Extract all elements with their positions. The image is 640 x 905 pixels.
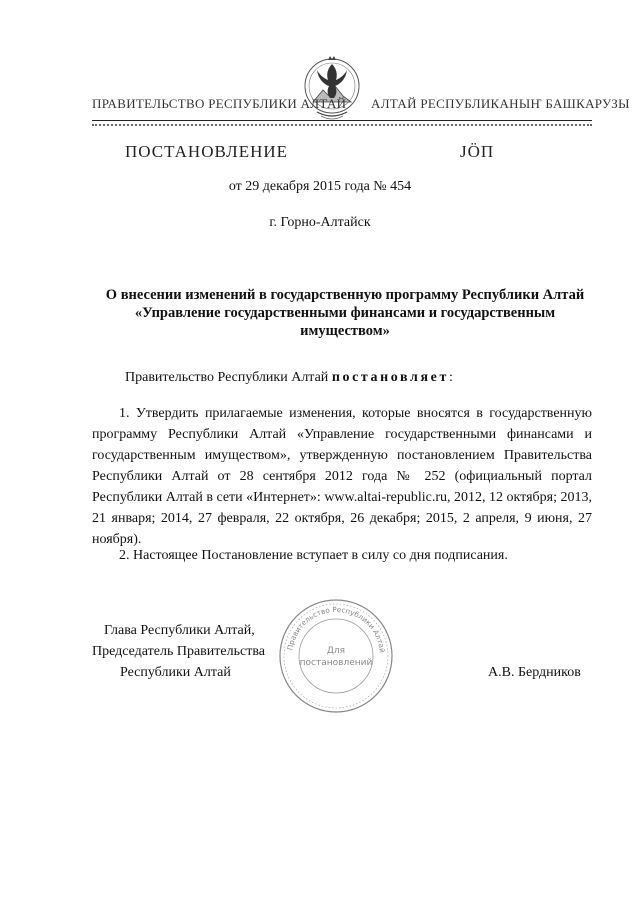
stamp-center-line-2: постановлений <box>299 658 373 668</box>
document-type-altai: ЈӦП <box>460 142 495 161</box>
stamp-ring-text: Правительство Республики Алтай <box>285 604 387 654</box>
document-type-ru: ПОСТАНОВЛЕНИЕ <box>125 142 289 161</box>
decree-word: постановляет <box>331 370 449 385</box>
intro-line <box>125 370 453 386</box>
city: г. Горно-Алтайск <box>269 215 371 230</box>
stamp-center-line-1: Для <box>326 646 346 656</box>
signature-title-line-2: Председатель Правительства <box>92 644 265 659</box>
intro-text: Правительство Республики Алтай <box>125 370 332 385</box>
signer-name: А.В. Бердников <box>488 665 581 680</box>
signature-title-line-1: Глава Республики Алтай, <box>104 623 255 638</box>
government-name-altai: АЛТАЙ РЕСПУБЛИКАНЫҤ БАШКАРУЗЫ <box>371 96 630 111</box>
header-rule <box>92 120 592 121</box>
official-stamp <box>277 597 395 715</box>
decree-item-1: 1. Утвердить прилагаемые изменения, которые вносятся в государственную программу Республики Алтай «Управление государственными финансами и государственным имуществом», утвержденную постановлением Правительства Республики Алтай от 28 сентября 2012 года № 252 (официальный портал Республики Алтай в сети «Интернет»: www.altai-republic.ru, 2012, 12 октября; 2013, 21 января; 2014, 27 февраля, 22 октября, 26 декабря; 2015, 2 апреля, 9 июня, 27 ноября). <box>92 406 592 547</box>
decree-item-2: 2. Настоящее Постановление вступает в силу со дня подписания. <box>119 548 508 563</box>
header-rule-dotted <box>92 124 592 126</box>
intro-colon: : <box>448 370 453 385</box>
signature-title-line-3: Республики Алтай <box>120 665 231 680</box>
document-title: О внесении изменений в государственную программу Республики Алтай «Управление государственными финансами и государственным имуществом» <box>105 287 585 339</box>
government-name-ru: ПРАВИТЕЛЬСТВО РЕСПУБЛИКИ АЛТАЙ <box>92 96 347 111</box>
coat-of-arms-emblem <box>299 50 365 128</box>
date-and-number: от 29 декабря 2015 года № 454 <box>228 179 412 194</box>
